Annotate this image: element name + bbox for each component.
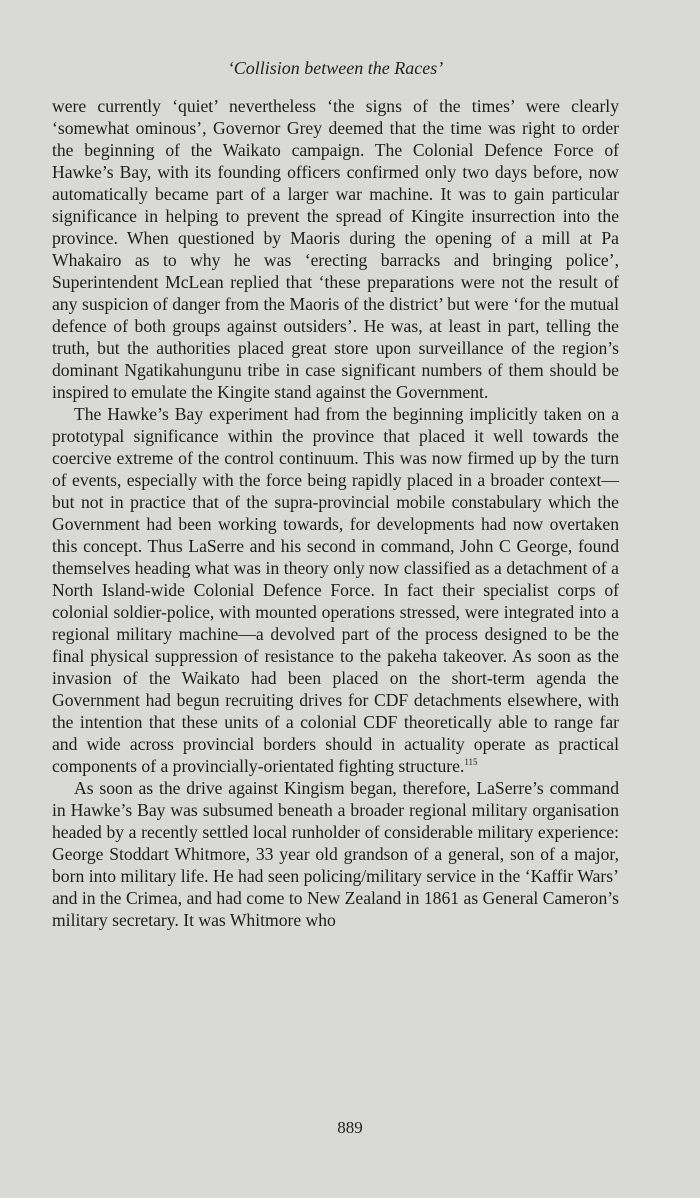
- paragraph-1: [52, 95, 619, 403]
- paragraph-2-text: The Hawke’s Bay experiment had from the beginning implicitly taken on a prototypal significance within the province that placed it well towards the coercive extreme of the control continuum. This was now firmed up by the turn of events, especially with the force being rapidly placed in a broader context—but not in practice that of the supra-provincial mobile constabulary which the Government had been working towards, for developments had now overtaken this concept. Thus LaSerre and his second in command, John C George, found themselves heading what was in theory only now classified as a detachment of a North Island-wide Colonial Defence Force. In fact their specialist corps of colonial soldier-police, with mounted operations stressed, were integrated into a regional military machine—a devolved part of the process designed to be the final physical suppression of resistance to the pakeha takeover. As soon as the invasion of the Waikato had been placed on the short-term agenda the Government had begun recruiting drives for CDF detachments elsewhere, with the intention that these units of a colonial CDF theoretically able to range far and wide across provincial borders should in actuality operate as practical components of a provincially-orientated fighting structure.: [52, 404, 619, 776]
- running-head: ‘Collision between the Races’: [227, 58, 444, 78]
- paragraph-3: [52, 777, 619, 931]
- paragraph-1-text: were currently ‘quiet’ nevertheless ‘the signs of the times’ were clearly ‘somewhat ominous’, Governor Grey deemed that the time was right to order the beginning of the Waikato campaign. The Colonial Defence Force of Hawke’s Bay, with its founding officers confirmed only two days before, now automatically became part of a larger war machine. It was to gain particular significance in helping to prevent the spread of Kingite insurrection into the province. When questioned by Maoris during the opening of a mill at Pa Whakairo as to why he was ‘erecting barracks and bringing police’, Superintendent McLean replied that ‘these preparations were not the result of any suspicion of danger from the Maoris of the district’ but were ‘for the mutual defence of both groups against outsiders’. He was, at least in part, telling the truth, but the authorities placed great store upon surveillance of the region’s dominant Ngatikahungunu tribe in case significant numbers of them should be inspired to emulate the Kingite stand against the Government.: [52, 96, 619, 402]
- page-number: 889: [337, 1118, 363, 1137]
- paragraph-3-text: As soon as the drive against Kingism began, therefore, LaSerre’s command in Hawke’s Bay was subsumed beneath a broader regional military organisation headed by a recently settled local runholder of considerable military experience: George Stoddart Whitmore, 33 year old grandson of a general, son of a major, born into military life. He had seen policing/military service in the ‘Kaffir Wars’ and in the Crimea, and had come to New Zealand in 1861 as General Cameron’s military secretary. It was Whitmore who: [52, 778, 619, 930]
- body-text: [52, 95, 619, 931]
- paragraph-2: [52, 403, 619, 777]
- footnote-marker[interactable]: 115: [464, 757, 478, 768]
